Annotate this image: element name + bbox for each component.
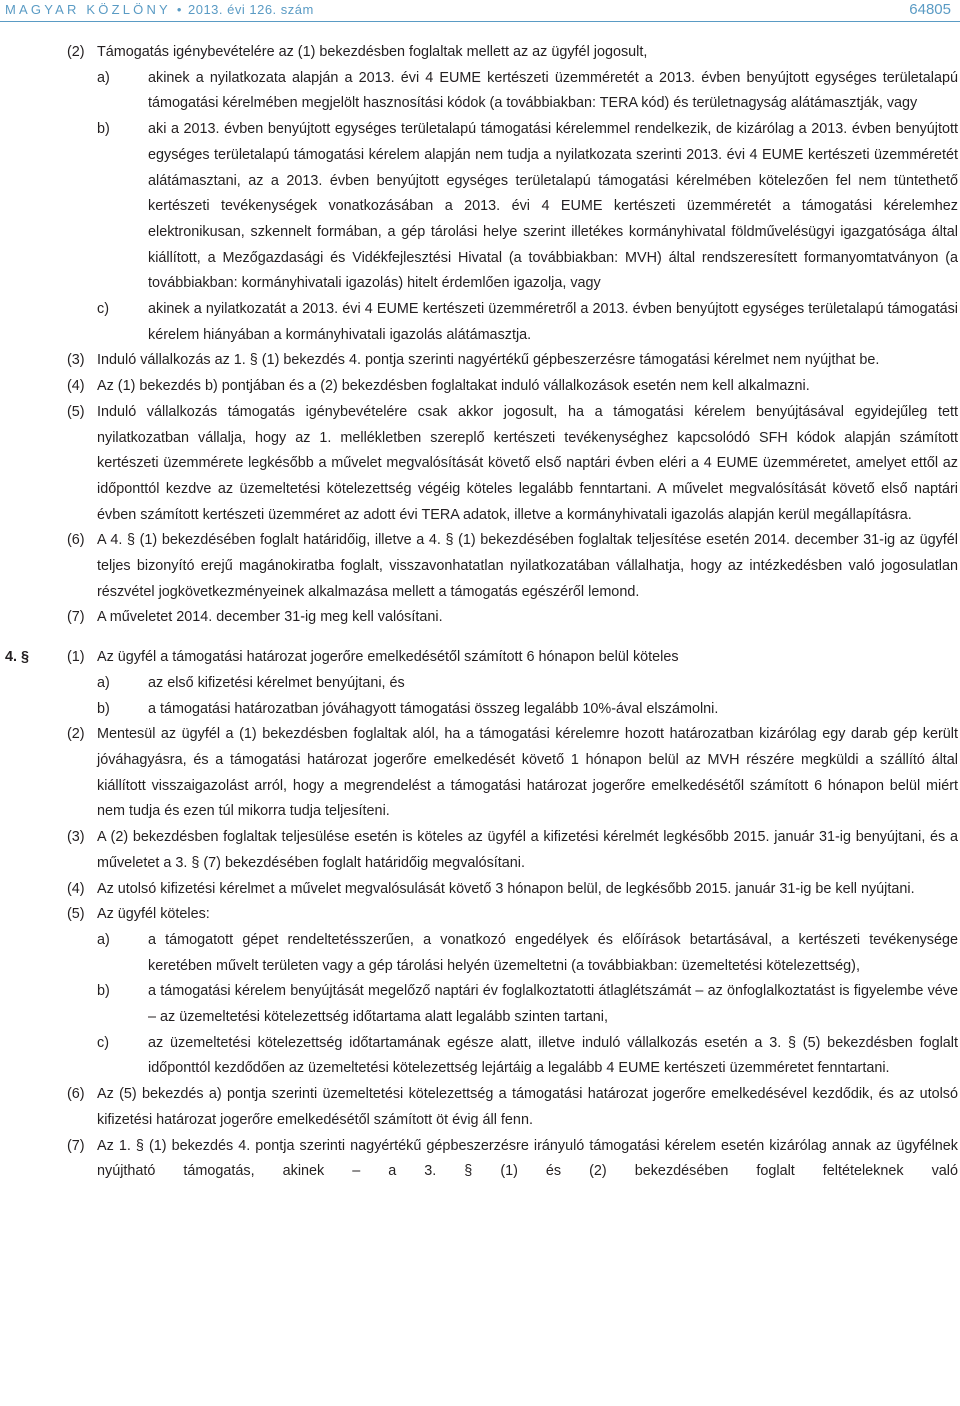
paragraph-number: a) (97, 931, 110, 948)
paragraph-text: a támogatási határozatban jóváhagyott támogatási összeg legalább 10%-ával elszámolni. (148, 700, 719, 717)
list-item (0, 117, 960, 297)
paragraph (0, 400, 960, 529)
paragraph-number: (3) (67, 829, 85, 846)
header-separator: • (176, 2, 182, 17)
paragraph (0, 825, 960, 876)
paragraph-number: (7) (67, 609, 85, 626)
document-body (0, 40, 960, 1185)
paragraph (0, 877, 960, 903)
list-item (0, 979, 960, 1030)
paragraph-text: A (2) bekezdésben foglaltak teljesülése esetén is köteles az ügyfél a kifizetési kérelmét legkésőbb 2015. január 31-ig benyújtani, és a műveletet a 3. § (7) bekezdésében foglalt határidőig megvalósítani. (97, 829, 958, 871)
list-item (0, 928, 960, 979)
list-item (0, 671, 960, 697)
list-item (0, 697, 960, 723)
paragraph-text: akinek a nyilatkozata alapján a 2013. évi 4 EUME kertészeti üzemméretét a 2013. évben benyújtott egységes területalapú támogatási kérelmében megjelölt hasznosítási kódok (a továbbiakban: TERA kód) és területnagyság alátámasztják, vagy (148, 69, 958, 112)
paragraph-text: Az ügyfél köteles: (97, 906, 210, 923)
paragraph-number: c) (97, 1034, 109, 1051)
paragraph-number: (3) (67, 352, 85, 369)
running-head (5, 2, 314, 17)
paragraph-text: a támogatott gépet rendeltetésszerűen, a vonatkozó engedélyek és előírások betartásával, a kertészeti tevékenysége keretében művelt területen vagy a gép tárolási helyén üzemeltetni (a továbbiakban: üzemeltetési kötelezettség), (148, 931, 958, 974)
paragraph-text: akinek a nyilatkozatát a 2013. évi 4 EUME kertészeti üzemméretről a 2013. évben benyújtott egységes területalapú támogatási kérelem hiányában a kormányhivatali igazolás alátámasztja. (148, 301, 958, 343)
paragraph (0, 1082, 960, 1133)
paragraph-number: b) (97, 121, 110, 138)
paragraph-text: Induló vállalkozás támogatás igénybevételére csak akkor jogosult, ha a támogatási kérelem benyújtásával egyidejűleg tett nyilatkozatban vállalja, hogy az 1. mellékletben szereplő kertészeti tevékenységhez kapcsolódó SFH kódok alapján számított kertészeti üzemmérete legkésőbb a művelet megvalósítását követő első naptári évben eléri a 4 EUME üzemméretet, amelyet ettől az időponttól kezdve az üzemeltetési kötelezettség végéig köteles legalább fenntartani. A művelet megvalósítását követő első naptári évben számított kertészeti üzemméret az adott évi TERA adatok, illetve a kormányhivatali igazolás alapján kerül megállapításra. (97, 403, 958, 523)
paragraph-number: (6) (67, 532, 85, 549)
paragraph-text: Az utolsó kifizetési kérelmet a művelet megvalósulását követő 3 hónapon belül, de legkésőbb 2015. január 31-ig be kell nyújtani. (97, 880, 915, 897)
paragraph-text: a támogatási kérelem benyújtását megelőző naptári év foglalkoztatotti átlaglétszámát – az önfoglalkoztatást is figyelembe véve – az üzemeltetési kötelezettség időtartama alatt legalább szinten tartani, (148, 983, 958, 1026)
paragraph (0, 348, 960, 374)
list-item (0, 66, 960, 117)
paragraph-number: (2) (67, 726, 85, 743)
paragraph-number: b) (97, 983, 110, 1000)
paragraph-number: b) (97, 700, 110, 717)
section-number: 4. § (5, 649, 30, 666)
paragraph-text: aki a 2013. évben benyújtott egységes területalapú támogatási kérelemmel rendelkezik, de kizárólag a 2013. évben benyújtott egységes területalapú támogatási kérelem alapján nem tudja a nyilatkozata szerinti 2013. évi 4 EUME kertészeti üzemméretét alátámasztani, az a 2013. évben benyújtott egységes területalapú támogatási kérelmében kötelezően fel nem tüntethető kertészeti tevékenységek vonatkozásában a 2013. évi 4 EUME kertészeti üzemméretét a támogatási kérelemhez elektronikusan, szkennelt formában, a gép tárolási helye szerint illetékes kormányhivatal földművelésügyi igazgatósága által kiállított, a Mezőgazdasági és Vidékfejlesztési Hivatal (a továbbiakban: MVH) által rendszeresített formanyomtatványon (a továbbiakban: kormányhivatali igazolás) hitelt érdemlően igazolja, vagy (148, 121, 958, 292)
paragraph-text: az első kifizetési kérelmet benyújtani, és (148, 674, 405, 691)
paragraph-number: (5) (67, 906, 85, 923)
page-number: 64805 (909, 1, 951, 18)
paragraph-text: Az ügyfél a támogatási határozat jogerőre emelkedésétől számított 6 hónapon belül köteles (97, 649, 679, 666)
paragraph-number: (4) (67, 880, 85, 897)
paragraph-number: (1) (67, 649, 85, 666)
paragraph-number: c) (97, 301, 109, 318)
paragraph-number: (6) (67, 1086, 85, 1103)
list-item (0, 297, 960, 348)
paragraph-text: Támogatás igénybevételére az (1) bekezdésben foglaltak mellett az az ügyfél jogosult, (97, 44, 648, 60)
paragraph (0, 528, 960, 605)
list-item (0, 1031, 960, 1082)
header-rule (0, 21, 960, 22)
paragraph-number: (7) (67, 1137, 85, 1154)
journal-title: MAGYAR KÖZLÖNY (5, 2, 171, 17)
paragraph-text: A 4. § (1) bekezdésében foglalt határidőig, illetve a 4. § (1) bekezdésében foglaltak teljesítése esetén 2014. december 31-ig az ügyfél teljes bizonyító erejű magánokiratba foglalt, visszavonhatatlan nyilatkozatában vállalhatja, hogy az intézkedésben való jogosulatlan részvétel jogkövetkezményeinek alkalmazása mellett a támogatás egészéről lemond. (97, 532, 958, 600)
issue-label: 2013. évi 126. szám (187, 2, 314, 17)
paragraph-number: a) (97, 69, 110, 86)
paragraph-number: (4) (67, 378, 85, 395)
paragraph (0, 605, 960, 631)
paragraph-text: Az (1) bekezdés b) pontjában és a (2) bekezdésben foglaltakat induló vállalkozások esetén nem kell alkalmazni. (97, 378, 810, 395)
paragraph (0, 722, 960, 825)
paragraph-number: (5) (67, 403, 85, 420)
page-header (0, 0, 960, 22)
paragraph (0, 1134, 960, 1185)
paragraph (0, 40, 960, 66)
paragraph (0, 902, 960, 928)
paragraph-text: A műveletet 2014. december 31-ig meg kell valósítani. (97, 609, 443, 626)
paragraph-number: a) (97, 674, 110, 691)
paragraph-text: Mentesül az ügyfél a (1) bekezdésben foglaltak alól, ha a támogatási kérelemre hozott határozatban kizárólag egy darab gép került jóváhagyásra, és a támogatási határozat jogerőre emelkedését követő 1 hónapon belül az MVH részére megküldi a szállító által kiállított visszaigazolást arról, hogy a megrendelést a támogatási határozat jogerőre emelkedésétől számított 6 hónapon belül miért nem tudja és ezen túl mikorra tudja teljesíteni. (97, 726, 958, 820)
paragraph-text: az üzemeltetési kötelezettség időtartamának egésze alatt, illetve induló vállalkozás esetén a 3. § (5) bekezdésben foglalt időponttól kezdődően az üzemeltetési kötelezettség lejártáig a legalább 4 EUME kertészeti üzemméretet fenntartani. (148, 1034, 958, 1077)
section-paragraph (0, 645, 960, 671)
paragraph-text: Az (5) bekezdés a) pontja szerinti üzemeltetési kötelezettség a támogatási határozat jogerőre emelkedésével kezdődik, és az utolsó kifizetési határozat jogerőre emelkedésétől számított öt évig áll fenn. (97, 1086, 958, 1128)
paragraph (0, 374, 960, 400)
paragraph-text: Az 1. § (1) bekezdés 4. pontja szerinti nagyértékű gépbeszerzésre irányuló támogatási kérelem esetén kizárólag annak az ügyfélnek nyújtható támogatás, akinek – a 3. § (1) és (2) bekezdésében foglalt feltételeknek való (97, 1137, 958, 1180)
paragraph-text: Induló vállalkozás az 1. § (1) bekezdés 4. pontja szerinti nagyértékű gépbeszerzésre támogatási kérelmet nem nyújthat be. (97, 352, 880, 369)
paragraph-number: (2) (67, 44, 85, 60)
